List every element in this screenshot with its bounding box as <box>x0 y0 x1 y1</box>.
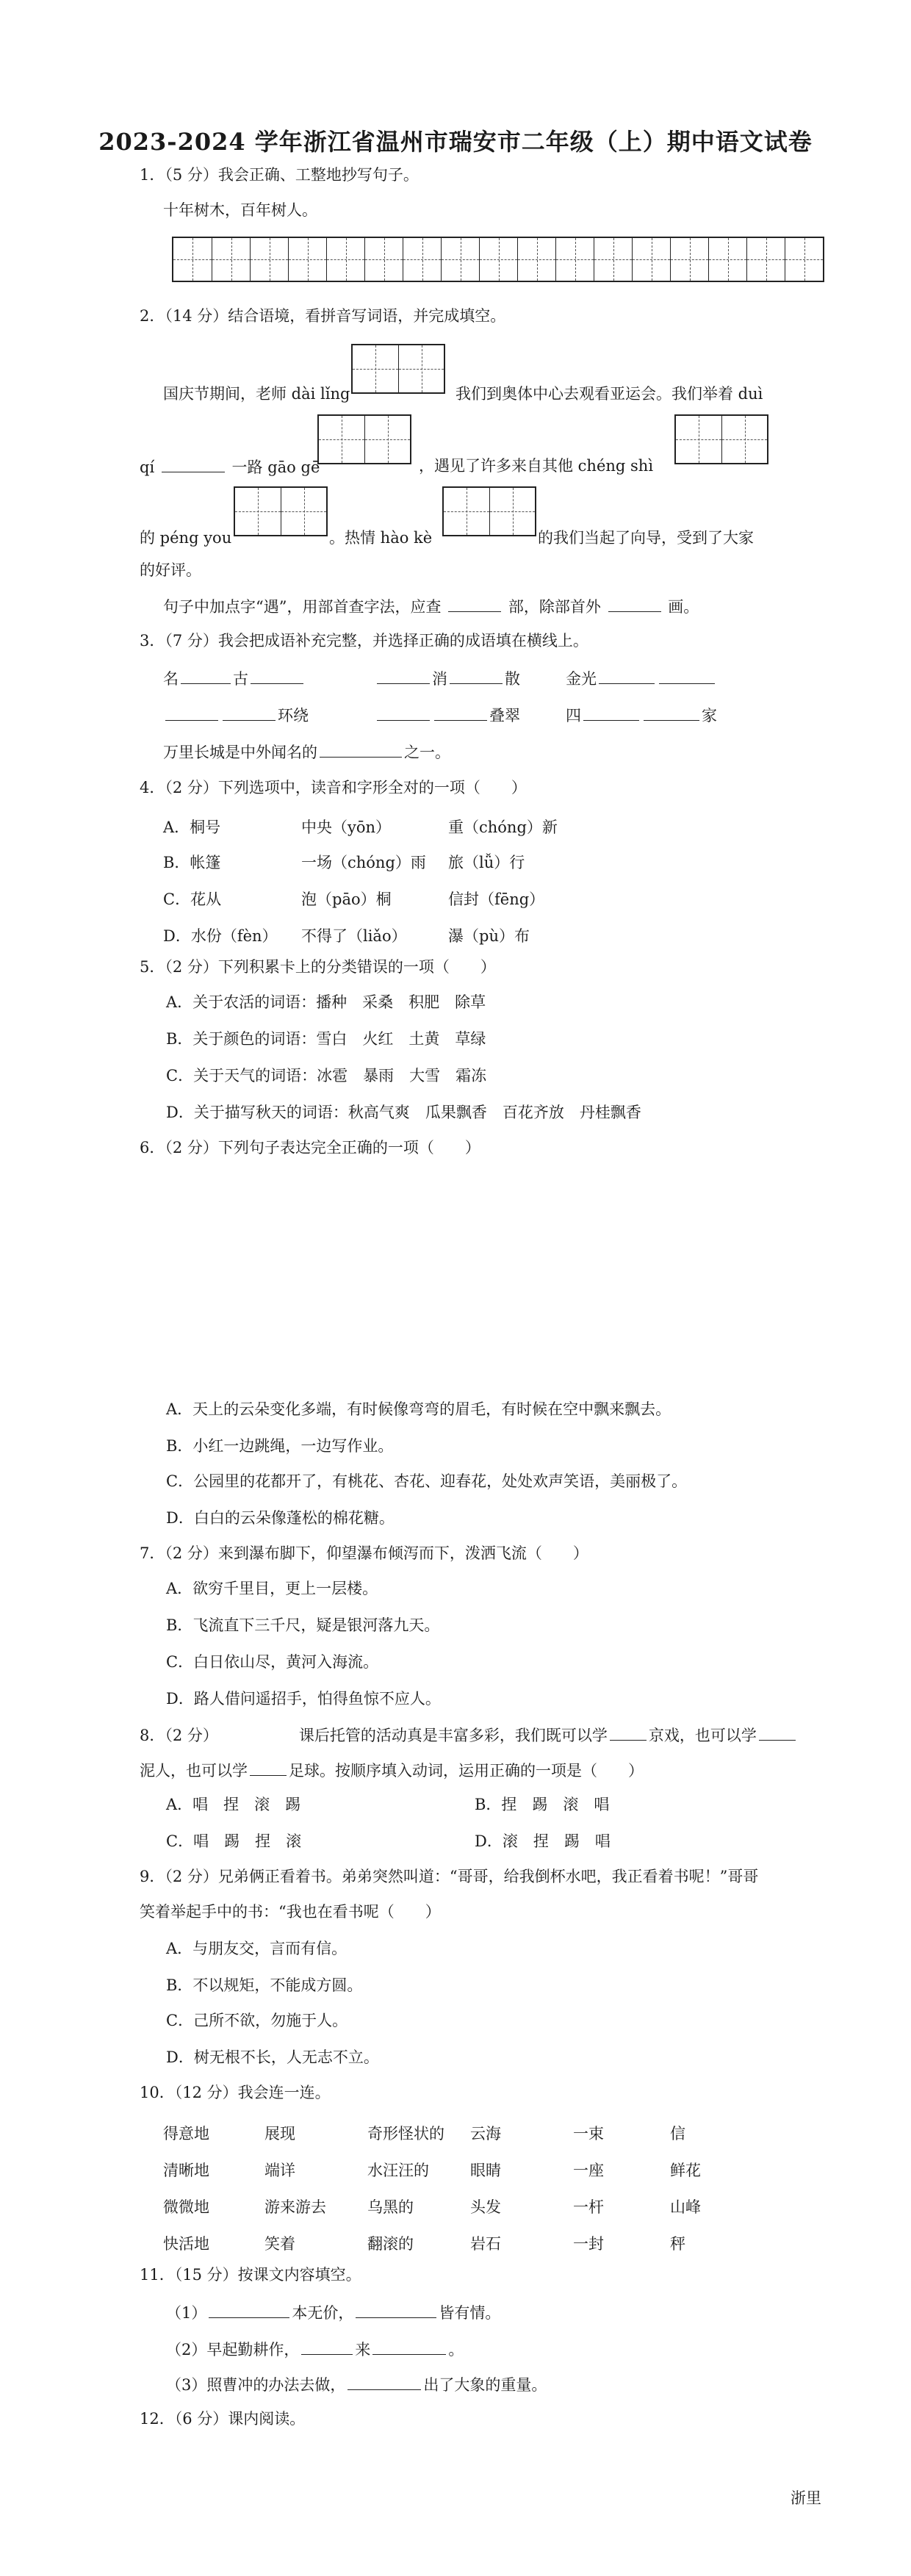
q3-row2 <box>163 707 309 724</box>
q2-line1-b: 我们到奥体中心去观看亚运会。我们举着 duì <box>455 385 763 403</box>
q4-option-d-3: 瀑（pù）布 <box>448 927 530 945</box>
grid-cell[interactable] <box>364 238 403 281</box>
grid-cell[interactable] <box>555 238 594 281</box>
match-word[interactable]: 一座 <box>573 2162 604 2179</box>
match-word[interactable]: 快活地 <box>163 2235 209 2253</box>
grid-cell[interactable] <box>670 238 708 281</box>
q7-option-c[interactable]: C．白日依山尽，黄河入海流。 <box>166 1653 379 1671</box>
q2-blank[interactable] <box>162 458 225 472</box>
q5-option-c[interactable]: C．关于天气的词语：冰雹 暴雨 大雪 霜冻 <box>166 1067 487 1084</box>
q5-option-b[interactable]: B．关于颜色的词语：雪白 火红 土黄 草绿 <box>166 1030 486 1048</box>
match-word[interactable]: 翻滚的 <box>367 2235 414 2253</box>
q5-heading: 5．（2 分）下列积累卡上的分类错误的一项（ ） <box>140 958 496 976</box>
grid-cell[interactable] <box>173 238 212 281</box>
match-word[interactable]: 笑着 <box>264 2235 295 2253</box>
idiom-blank[interactable] <box>434 707 487 721</box>
match-word[interactable]: 鲜花 <box>670 2162 701 2179</box>
match-word[interactable]: 山峰 <box>670 2198 701 2216</box>
q2-line5-b: 部，除部首外 <box>508 598 601 616</box>
idiom-blank[interactable] <box>181 670 231 684</box>
q10-heading: 10．（12 分）我会连一连。 <box>140 2084 331 2101</box>
q2-heading: 2．（14 分）结合语境，看拼音写词语，并完成填空。 <box>140 307 506 325</box>
q1-writing-grid[interactable] <box>172 237 824 282</box>
grid-cell[interactable] <box>403 238 441 281</box>
match-word[interactable]: 头发 <box>470 2198 501 2216</box>
idiom-blank[interactable] <box>223 707 276 721</box>
q2-line2-c: ，遇见了许多来自其他 chéng shì <box>419 457 654 475</box>
q11-line1-b: 本无价， <box>292 2304 354 2322</box>
q11-line3-a: （3）照曹冲的办法去做， <box>166 2376 346 2394</box>
q2-line5-c: 画。 <box>668 598 699 616</box>
q3-row1 <box>163 670 306 687</box>
q4-option-c-2: 泡（pāo）桐 <box>301 891 392 908</box>
page-footer: 浙里 <box>791 2489 821 2507</box>
match-word[interactable]: 一封 <box>573 2235 604 2253</box>
match-word[interactable]: 一束 <box>573 2125 604 2143</box>
grid-cell[interactable] <box>785 238 823 281</box>
q6-option-b[interactable]: B．小红一边跳绳，一边写作业。 <box>166 1437 394 1455</box>
q9-option-c[interactable]: C．己所不欲，勿施于人。 <box>166 2012 348 2029</box>
q7-option-b[interactable]: B．飞流直下三千尺，疑是银河落九天。 <box>166 1616 440 1634</box>
q2-box-dailing[interactable] <box>351 344 445 394</box>
grid-cell[interactable] <box>479 238 517 281</box>
q1-heading: 1．（5 分）我会正确、工整地抄写句子。 <box>140 166 419 184</box>
q1-sentence: 十年树木，百年树人。 <box>163 201 317 219</box>
q8-option-a[interactable]: A．唱 捏 滚 踢 <box>166 1796 301 1813</box>
q8-heading: 8．（2 分） <box>140 1727 218 1744</box>
q5-option-d[interactable]: D．关于描写秋天的词语：秋高气爽 瓜果飘香 百花齐放 丹桂飘香 <box>166 1104 641 1121</box>
q11-blank[interactable] <box>372 2341 446 2355</box>
idiom-blank[interactable] <box>659 670 715 684</box>
idiom-char: 叠翠 <box>489 707 520 724</box>
q8-line2-a: 泥人，也可以学 <box>140 1762 248 1780</box>
grid-cell[interactable] <box>250 238 288 281</box>
match-word[interactable]: 奇形怪状的 <box>367 2125 444 2143</box>
q11-line2-a: （2）早起勤耕作， <box>166 2341 300 2359</box>
q2-box-gaoge[interactable] <box>317 414 411 464</box>
idiom-blank[interactable] <box>377 707 430 721</box>
idiom-blank[interactable] <box>320 744 402 758</box>
q11-line1 <box>166 2304 500 2321</box>
q7-option-a[interactable]: A．欲穷千里目，更上一层楼。 <box>166 1580 378 1597</box>
q2-line1-a: 国庆节期间，老师 dài lǐng <box>163 385 350 403</box>
q8-blank[interactable] <box>759 1727 796 1741</box>
q2-line5-a: 句子中加点字“遇”，用部首查字法，应查 <box>163 598 442 616</box>
idiom-char: 金光 <box>566 670 597 688</box>
q6-option-d[interactable]: D．白白的云朵像蓬松的棉花糖。 <box>166 1509 395 1527</box>
q8-line2 <box>140 1762 644 1779</box>
q8-blank[interactable] <box>250 1762 287 1776</box>
match-word[interactable]: 展现 <box>264 2125 295 2143</box>
q6-heading: 6．（2 分）下列句子表达完全正确的一项（ ） <box>140 1139 480 1156</box>
match-word[interactable]: 云海 <box>470 2125 501 2143</box>
match-word[interactable]: 一杆 <box>573 2198 604 2216</box>
q11-line2-b: 来 <box>355 2341 371 2359</box>
q9-line2: 笑着举起手中的书：“我也在看书呢（ ） <box>140 1903 441 1921</box>
q8-option-d[interactable]: D．滚 捏 踢 唱 <box>475 1832 611 1850</box>
q2-blank[interactable] <box>448 598 501 612</box>
q4-option-c-3: 信封（fēng） <box>448 891 545 908</box>
match-word[interactable]: 端详 <box>264 2162 295 2179</box>
q3-heading: 3．（7 分）我会把成语补充完整，并选择正确的成语填在横线上。 <box>140 632 588 650</box>
q8-option-b[interactable]: B．捏 踢 滚 唱 <box>475 1796 610 1813</box>
q2-line3-c: 的我们当起了向导，受到了大家 <box>538 529 754 547</box>
q11-line3 <box>166 2376 547 2393</box>
q7-heading: 7．（2 分）来到瀑布脚下，仰望瀑布倾泻而下，泼洒飞流（ ） <box>140 1544 588 1562</box>
q2-line3-b: 。热情 hào kè <box>329 529 433 547</box>
q11-line2-c: 。 <box>448 2341 464 2359</box>
q11-line3-b: 出了大象的重量。 <box>423 2376 547 2394</box>
match-word[interactable]: 游来游去 <box>264 2198 326 2216</box>
idiom-blank[interactable] <box>165 707 218 721</box>
exam-title: 2023-2024 学年浙江省温州市瑞安市二年级（上）期中语文试卷 <box>98 128 813 156</box>
match-word[interactable]: 信 <box>670 2125 685 2143</box>
q9-line1: 9．（2 分）兄弟俩正看着书。弟弟突然叫道：“哥哥，给我倒杯水吧，我正看着书呢！”哥哥 <box>140 1868 759 1885</box>
match-word[interactable]: 岩石 <box>470 2235 501 2253</box>
match-word[interactable]: 得意地 <box>163 2125 209 2143</box>
q8-option-c[interactable]: C．唱 踢 捏 滚 <box>166 1832 302 1850</box>
q3-row3-b: 之一。 <box>404 744 450 761</box>
idiom-blank[interactable] <box>251 670 303 684</box>
q4-option-d-1[interactable]: D．水份（fèn） <box>163 927 278 945</box>
idiom-char: 名 <box>163 670 179 688</box>
q9-option-d[interactable]: D．树无根不长，人无志不立。 <box>166 2048 379 2066</box>
match-word[interactable]: 清晰地 <box>163 2162 209 2179</box>
q2-box-duiqi[interactable] <box>674 414 768 464</box>
q6-option-c[interactable]: C．公园里的花都开了，有桃花、杏花、迎春花，处处欢声笑语，美丽极了。 <box>166 1472 688 1490</box>
q2-line3-a: 的 péng you <box>140 529 232 547</box>
q11-line1-a: （1） <box>166 2304 207 2322</box>
q4-option-a-1[interactable]: A．桐号 <box>163 819 221 836</box>
idiom-blank[interactable] <box>599 670 655 684</box>
q4-option-b-2: 一场（chóng）雨 <box>301 854 426 871</box>
q7-option-d[interactable]: D．路人借问遥招手，怕得鱼惊不应人。 <box>166 1690 441 1708</box>
q8-line1 <box>140 1727 798 1744</box>
idiom-char: 散 <box>505 670 520 688</box>
idiom-char: 消 <box>432 670 447 688</box>
q11-blank[interactable] <box>356 2304 436 2318</box>
q4-option-a-3: 重（chóng）新 <box>448 819 558 836</box>
match-word[interactable]: 眼睛 <box>470 2162 501 2179</box>
q4-option-b-3: 旅（lǚ）行 <box>448 854 525 871</box>
idiom-char: 四 <box>566 707 581 724</box>
q3-row3-a: 万里长城是中外闻名的 <box>163 744 317 761</box>
q3-row1-c <box>566 670 717 687</box>
q8-blank[interactable] <box>610 1727 647 1741</box>
q8-line2-b: 足球。按顺序填入动词，运用正确的一项是（ ） <box>289 1762 644 1780</box>
q9-option-b[interactable]: B．不以规矩，不能成方圆。 <box>166 1976 363 1994</box>
q5-option-a[interactable]: A．关于农活的词语：播种 采桑 积肥 除草 <box>166 993 486 1011</box>
q12-heading: 12．（6 分）课内阅读。 <box>140 2410 306 2428</box>
grid-cell[interactable] <box>708 238 746 281</box>
q11-blank[interactable] <box>301 2341 353 2355</box>
idiom-char: 家 <box>702 707 717 724</box>
q2-line5 <box>163 598 699 615</box>
q9-option-a[interactable]: A．与朋友交，言而有信。 <box>166 1940 348 1957</box>
grid-cell[interactable] <box>746 238 785 281</box>
match-word[interactable]: 乌黑的 <box>367 2198 414 2216</box>
grid-cell[interactable] <box>441 238 479 281</box>
q2-line4: 的好评。 <box>140 561 201 579</box>
grid-cell[interactable] <box>517 238 555 281</box>
idiom-char: 古 <box>233 670 248 688</box>
idiom-char: 环绕 <box>278 707 309 724</box>
match-word[interactable]: 水汪汪的 <box>367 2162 429 2179</box>
q2-blank[interactable] <box>608 598 661 612</box>
idiom-blank[interactable] <box>450 670 503 684</box>
idiom-blank[interactable] <box>583 707 639 721</box>
q6-blank-area <box>140 1165 771 1370</box>
grid-cell[interactable] <box>594 238 632 281</box>
q2-box-haoke[interactable] <box>442 486 536 536</box>
q8-line1-b: 京戏，也可以学 <box>648 1727 757 1744</box>
match-word[interactable]: 秤 <box>670 2235 685 2253</box>
q11-blank[interactable] <box>348 2376 421 2390</box>
q2-line2-b: 一路 gāo gē <box>231 458 320 476</box>
q2-box-pengyou[interactable] <box>234 486 328 536</box>
grid-cell[interactable] <box>212 238 250 281</box>
q6-option-a[interactable]: A．天上的云朵变化多端，有时候像弯弯的眉毛，有时候在空中飘来飘去。 <box>166 1400 671 1418</box>
q11-blank[interactable] <box>209 2304 289 2318</box>
q3-row2-b <box>375 707 520 724</box>
idiom-blank[interactable] <box>377 670 430 684</box>
grid-cell[interactable] <box>288 238 326 281</box>
q8-line1-a: 课后托管的活动真是丰富多彩，我们既可以学 <box>298 1727 608 1744</box>
q3-row3 <box>163 744 450 760</box>
match-word[interactable]: 微微地 <box>163 2198 209 2216</box>
q4-option-a-2: 中央（yōn） <box>301 819 392 836</box>
q2-line2-a: qí <box>140 458 155 476</box>
idiom-blank[interactable] <box>644 707 699 721</box>
q11-line1-c: 皆有情。 <box>439 2304 501 2322</box>
q4-option-b-1[interactable]: B．帐篷 <box>163 854 221 871</box>
q4-option-d-2: 不得了（liǎo） <box>301 927 407 945</box>
q3-row2-c <box>566 707 717 724</box>
q4-option-c-1[interactable]: C．花从 <box>163 891 222 908</box>
q11-heading: 11．（15 分）按课文内容填空。 <box>140 2266 361 2284</box>
q2-line2 <box>140 458 320 475</box>
q3-row1-b <box>375 670 520 687</box>
q11-line2 <box>166 2341 464 2358</box>
grid-cell[interactable] <box>326 238 364 281</box>
grid-cell[interactable] <box>632 238 670 281</box>
q4-heading: 4．（2 分）下列选项中，读音和字形全对的一项（ ） <box>140 779 527 796</box>
